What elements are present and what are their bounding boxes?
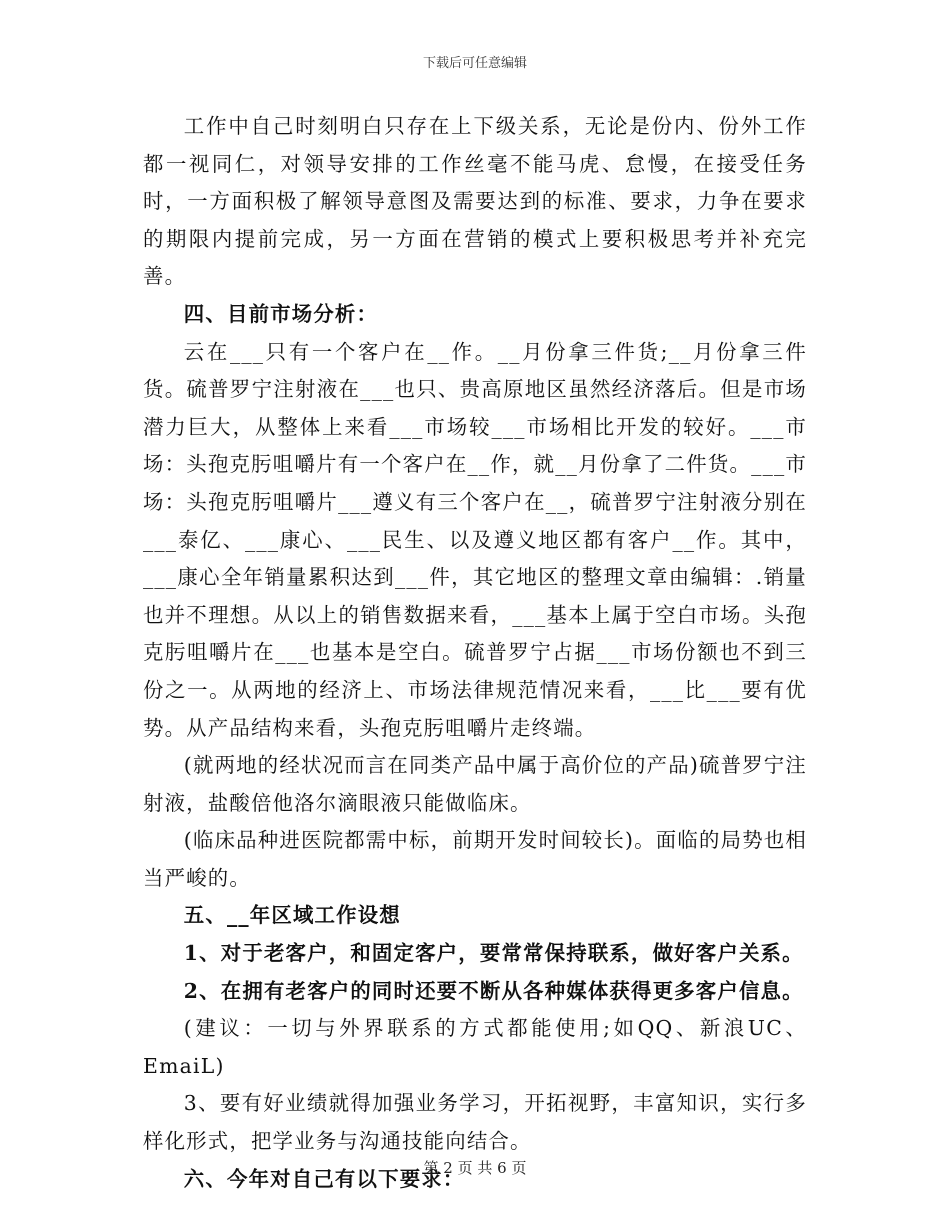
page-footer: 第 2 页 共 6 页 — [423, 1159, 527, 1177]
plan-item-3: 3、要有好业绩就得加强业务学习，开拓视野，丰富知识，实行多样化形式，把学业务与沟通技能向结合。 — [143, 1091, 807, 1154]
plan-item-2: 2、在拥有老客户的同时还要不断从各种媒体获得更多客户信息。 — [183, 978, 804, 1003]
plan-suggestion: (建议：一切与外界联系的方式都能使用;如QQ、新浪UC、EmaiL) — [143, 1016, 807, 1078]
plan-item-1: 1、对于老客户，和固定客户，要常常保持联系，做好客户关系。 — [183, 941, 804, 966]
heading-self-requirements: 六、今年对自己有以下要求： — [183, 1166, 465, 1191]
paragraph-work-attitude: 工作中自己时刻明白只存在上下级关系，无论是份内、份外工作都一视同仁，对领导安排的工作丝毫不能马虎、怠慢，在接受任务时，一方面积极了解领导意图及需要达到的标准、要求，力争在要求的期限内提前完成，另一方面在营销的模式上要积极思考并补充完善。 — [143, 114, 807, 289]
paragraph-price-note: (就两地的经状况而言在同类产品中属于高价位的产品)硫普罗宁注射液，盐酸倍他洛尔滴眼液只能做临床。 — [143, 753, 807, 815]
paragraph-clinical-note: (临床品种进医院都需中标，前期开发时间较长)。面临的局势也相当严峻的。 — [143, 828, 807, 890]
paragraph-market-details: 云在___只有一个客户在__作。__月份拿三件货;__月份拿三件货。硫普罗宁注射液在___也只、贵高原地区虽然经济落后。但是市场潜力巨大，从整体上来看___市场较___市场相比开发的较好。___市场：头孢克肟咀嚼片有一个客户在__作，就__月份拿了二件货。___市场：头孢克肟咀嚼片___遵义有三个客户在__，硫普罗宁注射液分别在___泰亿、___康心、___民生、以及遵义地区都有客户__作。其中，___康心全年销量累积达到___件，其它地区的整理文章由编辑：.销量也并不理想。从以上的销售数据来看，___基本上属于空白市场。头孢克肟咀嚼片在___也基本是空白。硫普罗宁占据___市场份额也不到三份之一。从两地的经济上、市场法律规范情况来看，___比___要有优势。从产品结构来看，头孢克肟咀嚼片走终端。 — [143, 339, 807, 740]
heading-work-plan: 五、__年区域工作设想 — [183, 903, 401, 928]
document-body — [143, 108, 807, 1198]
heading-market-analysis: 四、目前市场分析： — [183, 301, 379, 326]
page-header: 下载后可任意编辑 — [422, 56, 527, 71]
